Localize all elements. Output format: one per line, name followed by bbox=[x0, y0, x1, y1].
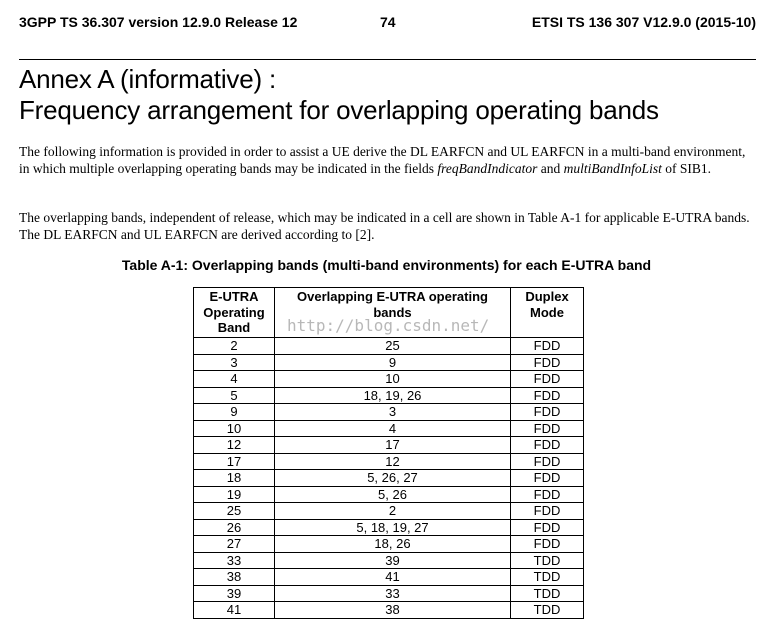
cell-duplex-mode: TDD bbox=[511, 602, 584, 619]
annex-title bbox=[19, 64, 659, 126]
cell-operating-band: 39 bbox=[194, 585, 275, 602]
table-row bbox=[194, 387, 584, 404]
header-page-number: 74 bbox=[380, 14, 396, 30]
table-row bbox=[194, 536, 584, 553]
cell-duplex-mode: FDD bbox=[511, 470, 584, 487]
cell-duplex-mode: TDD bbox=[511, 552, 584, 569]
cell-operating-band: 25 bbox=[194, 503, 275, 520]
cell-operating-band: 19 bbox=[194, 486, 275, 503]
cell-overlapping-bands: 18, 19, 26 bbox=[275, 387, 511, 404]
cell-duplex-mode: FDD bbox=[511, 503, 584, 520]
cell-overlapping-bands: 5, 26 bbox=[275, 486, 511, 503]
cell-duplex-mode: FDD bbox=[511, 371, 584, 388]
table-row bbox=[194, 552, 584, 569]
cell-operating-band: 33 bbox=[194, 552, 275, 569]
cell-operating-band: 3 bbox=[194, 354, 275, 371]
table-row bbox=[194, 585, 584, 602]
cell-operating-band: 12 bbox=[194, 437, 275, 454]
table-row bbox=[194, 404, 584, 421]
cell-duplex-mode: FDD bbox=[511, 486, 584, 503]
table-row bbox=[194, 437, 584, 454]
field-freq-band-indicator: freqBandIndicator bbox=[437, 161, 538, 176]
cell-overlapping-bands: 5, 18, 19, 27 bbox=[275, 519, 511, 536]
cell-overlapping-bands: 5, 26, 27 bbox=[275, 470, 511, 487]
overlapping-bands-table bbox=[193, 287, 584, 619]
intro-text-end: of SIB1. bbox=[661, 161, 712, 176]
table-row bbox=[194, 470, 584, 487]
cell-overlapping-bands: 17 bbox=[275, 437, 511, 454]
cell-overlapping-bands: 38 bbox=[275, 602, 511, 619]
cell-operating-band: 26 bbox=[194, 519, 275, 536]
table-row bbox=[194, 602, 584, 619]
header-overlapping-bands: Overlapping E-UTRA operating bands bbox=[275, 288, 511, 338]
cell-operating-band: 10 bbox=[194, 420, 275, 437]
header-duplex-mode: Duplex Mode bbox=[511, 288, 584, 338]
cell-overlapping-bands: 4 bbox=[275, 420, 511, 437]
annex-title-line1: Annex A (informative) : bbox=[19, 64, 276, 94]
cell-overlapping-bands: 2 bbox=[275, 503, 511, 520]
cell-duplex-mode: FDD bbox=[511, 354, 584, 371]
cell-operating-band: 2 bbox=[194, 338, 275, 355]
cell-operating-band: 38 bbox=[194, 569, 275, 586]
cell-operating-band: 17 bbox=[194, 453, 275, 470]
cell-operating-band: 41 bbox=[194, 602, 275, 619]
cell-overlapping-bands: 41 bbox=[275, 569, 511, 586]
cell-overlapping-bands: 3 bbox=[275, 404, 511, 421]
cell-overlapping-bands: 18, 26 bbox=[275, 536, 511, 553]
field-multi-band-info-list: multiBandInfoList bbox=[563, 161, 662, 176]
table-row bbox=[194, 354, 584, 371]
cell-duplex-mode: FDD bbox=[511, 453, 584, 470]
table-row bbox=[194, 338, 584, 355]
cell-duplex-mode: FDD bbox=[511, 437, 584, 454]
header-etsi-reference: ETSI TS 136 307 V12.9.0 (2015-10) bbox=[531, 14, 756, 30]
cell-overlapping-bands: 12 bbox=[275, 453, 511, 470]
cell-overlapping-bands: 39 bbox=[275, 552, 511, 569]
cell-duplex-mode: FDD bbox=[511, 519, 584, 536]
cell-duplex-mode: FDD bbox=[511, 404, 584, 421]
cell-overlapping-bands: 10 bbox=[275, 371, 511, 388]
cell-overlapping-bands: 9 bbox=[275, 354, 511, 371]
header-spec-version: 3GPP TS 36.307 version 12.9.0 Release 12 bbox=[19, 14, 298, 30]
table-body bbox=[194, 338, 584, 619]
cell-duplex-mode: FDD bbox=[511, 338, 584, 355]
cell-operating-band: 9 bbox=[194, 404, 275, 421]
table-row bbox=[194, 569, 584, 586]
header-divider bbox=[19, 59, 756, 60]
intro-text: The following information is provided in order to assist a UE derive the DL EARFCN and UL EARFCN in a multi-band environment, in which multiple overlapping operating bands may be indicated in the fields bbox=[19, 144, 746, 176]
cell-operating-band: 4 bbox=[194, 371, 275, 388]
cell-duplex-mode: FDD bbox=[511, 387, 584, 404]
watermark: http://blog.csdn.net/ bbox=[287, 316, 490, 335]
header-operating-band: E-UTRA Operating Band bbox=[194, 288, 275, 338]
cell-duplex-mode: TDD bbox=[511, 585, 584, 602]
cell-overlapping-bands: 25 bbox=[275, 338, 511, 355]
intro-paragraph bbox=[19, 143, 759, 177]
cell-duplex-mode: FDD bbox=[511, 420, 584, 437]
table-row bbox=[194, 486, 584, 503]
cell-duplex-mode: TDD bbox=[511, 569, 584, 586]
cell-duplex-mode: FDD bbox=[511, 536, 584, 553]
table-header-row bbox=[194, 288, 584, 338]
intro-text-and: and bbox=[537, 161, 564, 176]
table-caption: Table A-1: Overlapping bands (multi-band environments) for each E-UTRA band bbox=[121, 257, 652, 273]
cell-overlapping-bands: 33 bbox=[275, 585, 511, 602]
table-row bbox=[194, 503, 584, 520]
cell-operating-band: 18 bbox=[194, 470, 275, 487]
annex-title-line2: Frequency arrangement for overlapping operating bands bbox=[19, 95, 659, 125]
overlap-paragraph: The overlapping bands, independent of release, which may be indicated in a cell are shown in Table A-1 for applicable E-UTRA bands. The DL EARFCN and UL EARFCN are derived according to [2]. bbox=[19, 210, 750, 242]
table-row bbox=[194, 420, 584, 437]
table-row bbox=[194, 371, 584, 388]
table-row bbox=[194, 519, 584, 536]
table-row bbox=[194, 453, 584, 470]
cell-operating-band: 27 bbox=[194, 536, 275, 553]
cell-operating-band: 5 bbox=[194, 387, 275, 404]
